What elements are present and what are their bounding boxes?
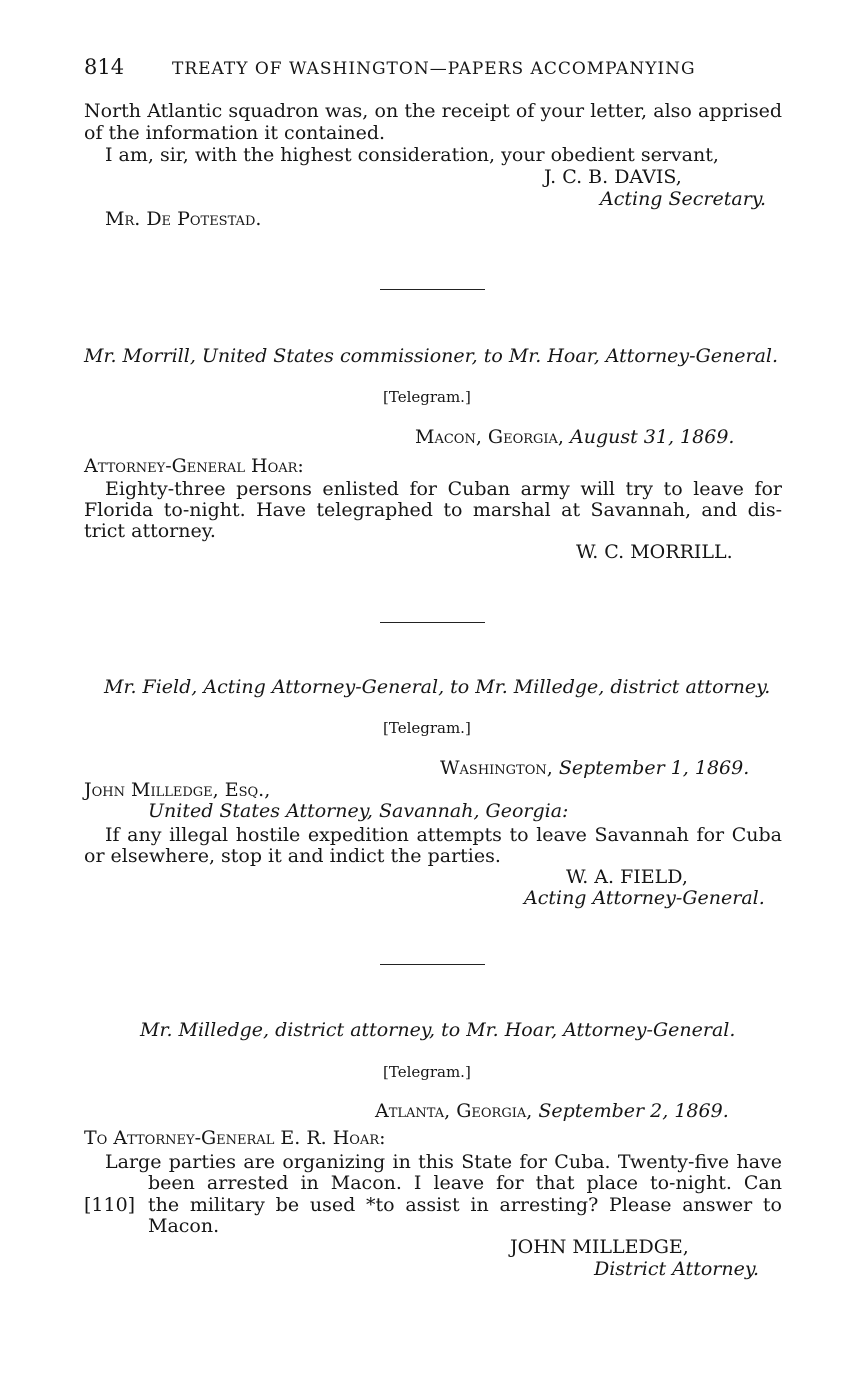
doc3-date: September 2, 1869. [538, 1100, 729, 1122]
doc1-date: August 31, 1869. [570, 426, 735, 448]
letter1-line-2: of the information it contained. [84, 122, 386, 144]
doc1-signer: W. C. MORRILL. [576, 541, 733, 563]
doc1-salutation: Attorney-General Hoar: [84, 455, 304, 477]
doc3-body-line-3: the military be used *to assist in arresting? Please answer to [148, 1194, 782, 1216]
doc3-body-line-4: Macon. [148, 1215, 220, 1237]
doc2-type-label: [Telegram.] [383, 719, 471, 737]
doc1-place: Macon, Georgia, [415, 426, 564, 448]
doc3-signer-title: District Attorney. [594, 1258, 760, 1280]
doc1-body-line-2: Florida to-night. Have telegraphed to marshal at Savannah, and dis- [84, 499, 782, 521]
section-divider [380, 289, 485, 290]
section-divider [380, 622, 485, 623]
doc3-heading: Mr. Milledge, district attorney, to Mr. Hoar, Attorney-General. [140, 1019, 736, 1041]
doc2-heading: Mr. Field, Acting Attorney-General, to Mr. Milledge, district attorney. [104, 676, 771, 698]
doc3-salutation: To Attorney-General E. R. Hoar: [84, 1127, 386, 1149]
doc3-margin-ref: [110] [84, 1194, 136, 1216]
doc1-dateline [415, 426, 734, 449]
doc2-addressee-title: United States Attorney, Savannah, Georgia: [148, 800, 569, 822]
doc2-signer: W. A. FIELD, [566, 866, 688, 888]
doc2-addressee-name: John Milledge, Esq., [84, 779, 271, 801]
page-number: 814 [84, 55, 125, 79]
letter1-signer-title: Acting Secretary. [600, 188, 767, 210]
doc2-body-line-1: If any illegal hostile expedition attempts to leave Savannah for Cuba [105, 824, 782, 846]
doc1-heading: Mr. Morrill, United States commissioner, to Mr. Hoar, Attorney-General. [84, 345, 779, 367]
doc3-body-line-1: Large parties are organizing in this State for Cuba. Twenty-five have [105, 1151, 782, 1173]
doc2-place: Washington, [440, 757, 553, 779]
doc3-place: Atlanta, Georgia, [375, 1100, 533, 1122]
doc3-signer: JOHN MILLEDGE, [510, 1236, 689, 1258]
doc2-signer-title: Acting Attorney-General. [524, 887, 765, 909]
doc2-body-line-2: or elsewhere, stop it and indict the parties. [84, 845, 501, 867]
doc1-type-label: [Telegram.] [383, 388, 471, 406]
doc3-body-line-2: been arrested in Macon. I leave for that place to-night. Can [148, 1172, 782, 1194]
doc1-body-line-3: trict attorney. [84, 520, 216, 542]
running-title: TREATY OF WASHINGTON—PAPERS ACCOMPANYING [172, 59, 696, 79]
letter1-closing: I am, sir, with the highest consideration, your obedient servant, [105, 144, 719, 166]
letter1-signer: J. C. B. DAVIS, [544, 166, 682, 188]
doc2-date: September 1, 1869. [558, 757, 750, 779]
section-divider [380, 964, 485, 965]
letter1-addressee: Mr. De Potestad. [105, 208, 262, 230]
doc3-type-label: [Telegram.] [383, 1063, 471, 1081]
doc2-dateline [440, 757, 749, 780]
letter1-line-1: North Atlantic squadron was, on the receipt of your letter, also apprised [84, 100, 782, 122]
doc3-dateline [375, 1100, 729, 1123]
doc1-body-line-1: Eighty-three persons enlisted for Cuban army will try to leave for [105, 478, 782, 500]
